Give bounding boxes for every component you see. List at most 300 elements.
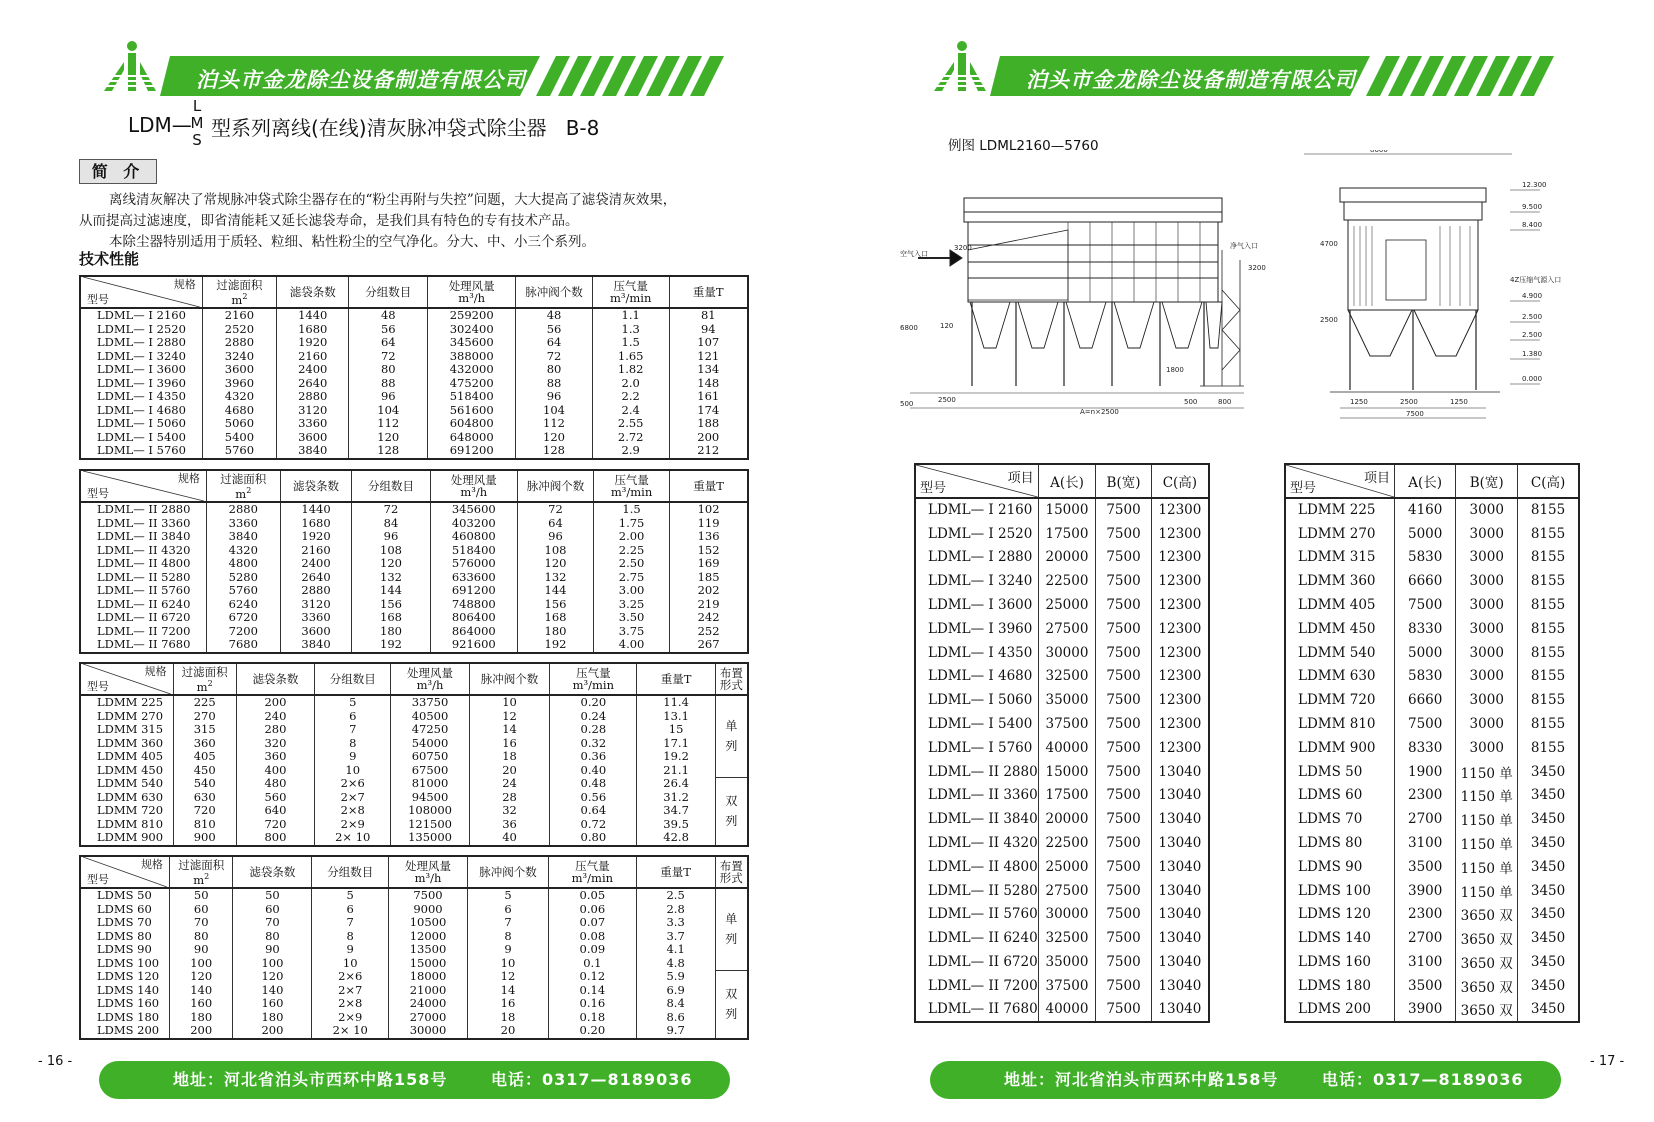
value-cell: 691200	[430, 584, 517, 598]
value-cell: 148	[669, 377, 748, 391]
value-cell: 8155	[1518, 593, 1579, 617]
value-cell: 1440	[280, 502, 352, 517]
model-cell: LDML— I 3240	[915, 569, 1038, 593]
value-cell: 6660	[1395, 688, 1456, 712]
table-row	[80, 1024, 748, 1039]
value-cell: 17500	[1038, 784, 1096, 808]
value-cell: 720	[173, 804, 236, 818]
svg-text:1250: 1250	[1350, 398, 1368, 406]
value-cell: 1.5	[594, 502, 670, 517]
model-cell: LDMM 225	[1285, 498, 1395, 522]
value-cell: 15000	[1038, 498, 1096, 522]
value-cell: 2.72	[592, 431, 669, 445]
value-cell: 4800	[206, 557, 280, 571]
model-cell: LDMS 200	[80, 1024, 169, 1039]
value-cell: 17500	[1038, 522, 1096, 546]
table-row	[1285, 546, 1579, 570]
model-cell: LDML— I 5400	[915, 712, 1038, 736]
value-cell: 40000	[1038, 736, 1096, 760]
value-cell: 72	[517, 502, 593, 517]
value-cell: 8155	[1518, 569, 1579, 593]
value-cell: 128	[349, 444, 428, 459]
table-row	[80, 997, 748, 1011]
value-cell: 3.75	[594, 625, 670, 639]
company-name: 泊头市金龙除尘设备制造有限公司	[196, 68, 526, 92]
value-cell: 212	[669, 444, 748, 459]
value-cell: 900	[173, 831, 236, 846]
value-cell: 102	[670, 502, 748, 517]
header-area: 过滤面积 $m^2$	[202, 276, 276, 308]
value-cell: 48	[516, 308, 593, 323]
value-cell: 3360	[206, 517, 280, 531]
value-cell: 691200	[428, 444, 516, 459]
value-cell: 3450	[1518, 807, 1579, 831]
table-row	[80, 323, 748, 337]
value-cell: 3500	[1395, 855, 1456, 879]
header-valves: 脉冲阀个数	[516, 276, 593, 308]
header-groups: 分组数目	[315, 663, 391, 695]
model-cell: LDML— I 5760	[915, 736, 1038, 760]
spec-table-ldmm	[79, 662, 749, 847]
header-valves: 脉冲阀个数	[467, 856, 548, 888]
value-cell: 2.4	[592, 404, 669, 418]
value-cell: 20000	[1038, 546, 1096, 570]
value-cell: 388000	[428, 350, 516, 364]
value-cell: 6	[467, 903, 548, 917]
value-cell: 8	[312, 930, 389, 944]
value-cell: 20	[469, 764, 550, 778]
value-cell: 3.00	[594, 584, 670, 598]
model-cell: LDMS 200	[1285, 998, 1395, 1022]
value-cell: 3450	[1518, 831, 1579, 855]
value-cell: 108000	[391, 804, 469, 818]
value-cell: 3.7	[636, 930, 715, 944]
value-cell: 3900	[1395, 998, 1456, 1022]
value-cell: 2.2	[592, 390, 669, 404]
model-cell: LDML— I 2160	[80, 308, 202, 323]
value-cell: 100	[233, 957, 312, 971]
model-cell: LDML— II 7680	[80, 638, 206, 653]
value-cell: 2160	[280, 544, 352, 558]
value-cell: 15000	[389, 957, 468, 971]
value-cell: 32500	[1038, 665, 1096, 689]
table-row	[915, 926, 1209, 950]
table-row	[1285, 879, 1579, 903]
header-weight: 重量T	[669, 276, 748, 308]
page-number-right: - 17 -	[1590, 1054, 1625, 1069]
value-cell: 3450	[1518, 784, 1579, 808]
value-cell: 121	[669, 350, 748, 364]
value-cell: 2.55	[592, 417, 669, 431]
model-cell: LDMS 140	[1285, 926, 1395, 950]
model-cell: LDMS 160	[1285, 950, 1395, 974]
footer-right	[930, 1061, 1561, 1099]
svg-text:2500: 2500	[1400, 398, 1418, 406]
value-cell: 2× 10	[315, 831, 391, 846]
value-cell: 112	[349, 417, 428, 431]
value-cell: 30000	[1038, 903, 1096, 927]
corner-item: 项目	[1364, 471, 1391, 486]
value-cell: 3000	[1456, 522, 1518, 546]
table-row	[80, 336, 748, 350]
value-cell: 3960	[202, 377, 276, 391]
value-cell: 1680	[277, 323, 349, 337]
value-cell: 7500	[389, 888, 468, 903]
value-cell: 35000	[1038, 950, 1096, 974]
value-cell: 134	[669, 363, 748, 377]
value-cell: 806400	[430, 611, 517, 625]
model-cell: LDML— II 3360	[80, 517, 206, 531]
value-cell: 135000	[391, 831, 469, 846]
value-cell: 18	[467, 1011, 548, 1025]
value-cell: 80	[233, 930, 312, 944]
value-cell: 3600	[280, 625, 352, 639]
header-corner	[80, 470, 206, 502]
model-cell: LDML— II 2880	[915, 760, 1038, 784]
value-cell: 1.5	[592, 336, 669, 350]
value-cell: 3450	[1518, 974, 1579, 998]
value-cell: 540	[173, 777, 236, 791]
value-cell: 810	[173, 818, 236, 832]
model-cell: LDMS 50	[1285, 760, 1395, 784]
table-row	[915, 546, 1209, 570]
value-cell: 315	[173, 723, 236, 737]
value-cell: 67500	[391, 764, 469, 778]
table-row	[80, 557, 748, 571]
table-row	[80, 1011, 748, 1025]
value-cell: 460800	[430, 530, 517, 544]
model-cell: LDML— II 3840	[915, 807, 1038, 831]
value-cell: 6240	[206, 598, 280, 612]
value-cell: 2300	[1395, 903, 1456, 927]
value-cell: 36	[469, 818, 550, 832]
model-cell: LDMS 50	[80, 888, 169, 903]
header-area: 过滤面积 $m^2$	[169, 856, 233, 888]
value-cell: 10	[312, 957, 389, 971]
value-cell: 152	[670, 544, 748, 558]
value-cell: 25000	[1038, 855, 1096, 879]
value-cell: 3360	[280, 611, 352, 625]
model-cell: LDMS 70	[80, 916, 169, 930]
model-cell: LDML— II 6240	[80, 598, 206, 612]
table-row	[1285, 665, 1579, 689]
corner-spec: 规格	[144, 665, 167, 678]
value-cell: 7500	[1395, 593, 1456, 617]
model-cell: LDML— I 5060	[80, 417, 202, 431]
spec-table-ldml-1	[79, 275, 749, 460]
value-cell: 1.65	[592, 350, 669, 364]
table-row	[80, 695, 748, 710]
value-cell: 40000	[1038, 998, 1096, 1022]
table-row	[1285, 569, 1579, 593]
header-weight: 重量T	[670, 470, 748, 502]
value-cell: 12300	[1151, 522, 1209, 546]
value-cell: 2×8	[312, 997, 389, 1011]
model-cell: LDMM 450	[1285, 617, 1395, 641]
value-cell: 0.18	[549, 1011, 637, 1025]
value-cell: 2.8	[636, 903, 715, 917]
value-cell: 8330	[1395, 617, 1456, 641]
model-cell: LDML— I 5760	[80, 444, 202, 459]
example-label: 例图 LDML2160—5760	[948, 138, 1099, 154]
value-cell: 27500	[1038, 617, 1096, 641]
value-cell: 4.1	[636, 943, 715, 957]
model-cell: LDML— II 3840	[80, 530, 206, 544]
value-cell: 2×9	[312, 1011, 389, 1025]
value-cell: 30000	[1038, 641, 1096, 665]
model-cell: LDMM 270	[1285, 522, 1395, 546]
value-cell: 34.7	[637, 804, 715, 818]
value-cell: 90	[169, 943, 233, 957]
value-cell: 2.5	[636, 888, 715, 903]
svg-text:1250: 1250	[1450, 398, 1468, 406]
value-cell: 1900	[1395, 760, 1456, 784]
model-cell: LDMM 225	[80, 695, 173, 710]
value-cell: 12300	[1151, 665, 1209, 689]
model-cell: LDMM 405	[1285, 593, 1395, 617]
value-cell: 80	[169, 930, 233, 944]
value-cell: 1680	[280, 517, 352, 531]
model-cell: LDMM 315	[80, 723, 173, 737]
page-number-left: - 16 -	[38, 1054, 73, 1069]
model-cell: LDMS 60	[80, 903, 169, 917]
model-cell: LDML— I 3960	[80, 377, 202, 391]
header-groups: 分组数目	[349, 276, 428, 308]
table-row	[80, 764, 748, 778]
value-cell: 7500	[1096, 617, 1151, 641]
value-cell: 3600	[202, 363, 276, 377]
table-row	[915, 784, 1209, 808]
value-cell: 144	[352, 584, 430, 598]
header-corner	[80, 276, 202, 308]
value-cell: 2700	[1395, 926, 1456, 950]
model-cell: LDML— I 5060	[915, 688, 1038, 712]
table-row	[80, 723, 748, 737]
table-row	[1285, 736, 1579, 760]
value-cell: 94500	[391, 791, 469, 805]
value-cell: 3120	[277, 404, 349, 418]
value-cell: 252	[670, 625, 748, 639]
model-cell: LDMM 315	[1285, 546, 1395, 570]
spec-table-ldml-2	[79, 469, 749, 654]
value-cell: 200	[669, 431, 748, 445]
model-cell: LDMM 630	[1285, 665, 1395, 689]
value-cell: 633600	[430, 571, 517, 585]
value-cell: 70	[169, 916, 233, 930]
value-cell: 13040	[1151, 903, 1209, 927]
value-cell: 12300	[1151, 617, 1209, 641]
header-airflow: 处理风量 m³/h	[430, 470, 517, 502]
model-cell: LDMM 405	[80, 750, 173, 764]
model-cell: LDMS 100	[1285, 879, 1395, 903]
value-cell: 24	[469, 777, 550, 791]
header-airflow: 处理风量 m³/h	[389, 856, 468, 888]
value-cell: 161	[669, 390, 748, 404]
value-cell: 400	[236, 764, 314, 778]
model-cell: LDMM 540	[80, 777, 173, 791]
model-cell: LDMM 720	[80, 804, 173, 818]
value-cell: 1440	[277, 308, 349, 323]
model-cell: LDML— I 3960	[915, 617, 1038, 641]
value-cell: 576000	[430, 557, 517, 571]
value-cell: 3650 双	[1456, 974, 1518, 998]
value-cell: 156	[352, 598, 430, 612]
table-row	[915, 665, 1209, 689]
model-cell: LDMM 270	[80, 710, 173, 724]
value-cell: 0.72	[550, 818, 637, 832]
model-cell: LDML— II 4320	[915, 831, 1038, 855]
value-cell: 1920	[277, 336, 349, 350]
value-cell: 119	[670, 517, 748, 531]
value-cell: 37500	[1038, 974, 1096, 998]
svg-text:4Z压缩气源入口: 4Z压缩气源入口	[1510, 276, 1562, 284]
model-cell: LDML— I 3600	[915, 593, 1038, 617]
value-cell: 3000	[1456, 546, 1518, 570]
table-row	[80, 377, 748, 391]
layout-single: 单 列	[715, 695, 748, 777]
value-cell: 27500	[1038, 879, 1096, 903]
svg-text:9.500: 9.500	[1522, 203, 1543, 211]
value-cell: 40500	[391, 710, 469, 724]
value-cell: 5830	[1395, 665, 1456, 689]
table-row	[1285, 760, 1579, 784]
table-row	[1285, 974, 1579, 998]
value-cell: 2× 10	[312, 1024, 389, 1039]
svg-text:2500: 2500	[1320, 316, 1338, 324]
value-cell: 94	[669, 323, 748, 337]
value-cell: 5.9	[636, 970, 715, 984]
table-row	[915, 498, 1209, 522]
value-cell: 720	[236, 818, 314, 832]
value-cell: 21000	[389, 984, 468, 998]
value-cell: 1150 单	[1456, 784, 1518, 808]
value-cell: 405	[173, 750, 236, 764]
value-cell: 8155	[1518, 617, 1579, 641]
value-cell: 32	[469, 804, 550, 818]
table-row	[80, 544, 748, 558]
model-cell: LDMS 180	[80, 1011, 169, 1025]
model-cell: LDML— I 4350	[915, 641, 1038, 665]
value-cell: 200	[236, 695, 314, 710]
table-row	[1285, 784, 1579, 808]
value-cell: 280	[236, 723, 314, 737]
value-cell: 0.1	[549, 957, 637, 971]
value-cell: 2640	[277, 377, 349, 391]
value-cell: 3000	[1456, 712, 1518, 736]
value-cell: 10500	[389, 916, 468, 930]
table-row	[80, 984, 748, 998]
value-cell: 21.1	[637, 764, 715, 778]
value-cell: 640	[236, 804, 314, 818]
value-cell: 2.25	[594, 544, 670, 558]
value-cell: 12300	[1151, 569, 1209, 593]
tech-label: 技术性能	[79, 250, 140, 268]
svg-text:3200: 3200	[954, 244, 972, 252]
corner-model: 型号	[87, 293, 109, 306]
header-height: C(高)	[1518, 464, 1579, 498]
svg-text:800: 800	[1218, 398, 1232, 406]
value-cell: 180	[233, 1011, 312, 1025]
table-row	[1285, 831, 1579, 855]
value-cell: 3000	[1456, 688, 1518, 712]
table-row	[80, 791, 748, 805]
value-cell: 7500	[1096, 903, 1151, 927]
value-cell: 7500	[1096, 974, 1151, 998]
table-row	[80, 517, 748, 531]
value-cell: 3450	[1518, 926, 1579, 950]
table-row	[1285, 998, 1579, 1022]
corner-item: 项目	[1007, 471, 1034, 486]
table-row	[80, 363, 748, 377]
value-cell: 2×9	[315, 818, 391, 832]
table-row	[915, 688, 1209, 712]
value-cell: 7500	[1096, 641, 1151, 665]
value-cell: 6	[315, 710, 391, 724]
value-cell: 13040	[1151, 760, 1209, 784]
table-row	[915, 903, 1209, 927]
layout-single: 单 列	[715, 888, 748, 970]
value-cell: 259200	[428, 308, 516, 323]
value-cell: 13040	[1151, 855, 1209, 879]
value-cell: 0.09	[549, 943, 637, 957]
table-row	[1285, 950, 1579, 974]
table-row	[80, 970, 748, 984]
header-weight: 重量T	[637, 663, 715, 695]
value-cell: 3.50	[594, 611, 670, 625]
value-cell: 0.36	[550, 750, 637, 764]
value-cell: 12300	[1151, 736, 1209, 760]
value-cell: 160	[233, 997, 312, 1011]
value-cell: 7500	[1096, 760, 1151, 784]
header-corner	[915, 464, 1038, 498]
value-cell: 28	[469, 791, 550, 805]
value-cell: 120	[517, 557, 593, 571]
value-cell: 35000	[1038, 688, 1096, 712]
value-cell: 6.9	[636, 984, 715, 998]
value-cell: 50	[169, 888, 233, 903]
value-cell: 5	[315, 695, 391, 710]
value-cell: 174	[669, 404, 748, 418]
value-cell: 8155	[1518, 688, 1579, 712]
header-bags: 滤袋条数	[277, 276, 349, 308]
value-cell: 9	[315, 750, 391, 764]
value-cell: 1.1	[592, 308, 669, 323]
value-cell: 7	[467, 916, 548, 930]
header-weight: 重量T	[636, 856, 715, 888]
model-cell: LDML— II 6240	[915, 926, 1038, 950]
value-cell: 360	[173, 737, 236, 751]
value-cell: 20	[467, 1024, 548, 1039]
value-cell: 13040	[1151, 926, 1209, 950]
value-cell: 25000	[1038, 593, 1096, 617]
value-cell: 200	[233, 1024, 312, 1039]
model-cell: LDMS 100	[80, 957, 169, 971]
value-cell: 10	[315, 764, 391, 778]
model-cell: LDML— I 2160	[915, 498, 1038, 522]
table-row	[1285, 926, 1579, 950]
value-cell: 3450	[1518, 998, 1579, 1022]
value-cell: 8.6	[636, 1011, 715, 1025]
value-cell: 169	[670, 557, 748, 571]
value-cell: 100	[169, 957, 233, 971]
footer-address: 地址：河北省泊头市西环中路158号	[173, 1070, 448, 1089]
table-row	[80, 390, 748, 404]
model-cell: LDML— II 7680	[915, 998, 1038, 1022]
value-cell: 3360	[277, 417, 349, 431]
header-valves: 脉冲阀个数	[469, 663, 550, 695]
value-cell: 22500	[1038, 569, 1096, 593]
value-cell: 0.20	[549, 1024, 637, 1039]
